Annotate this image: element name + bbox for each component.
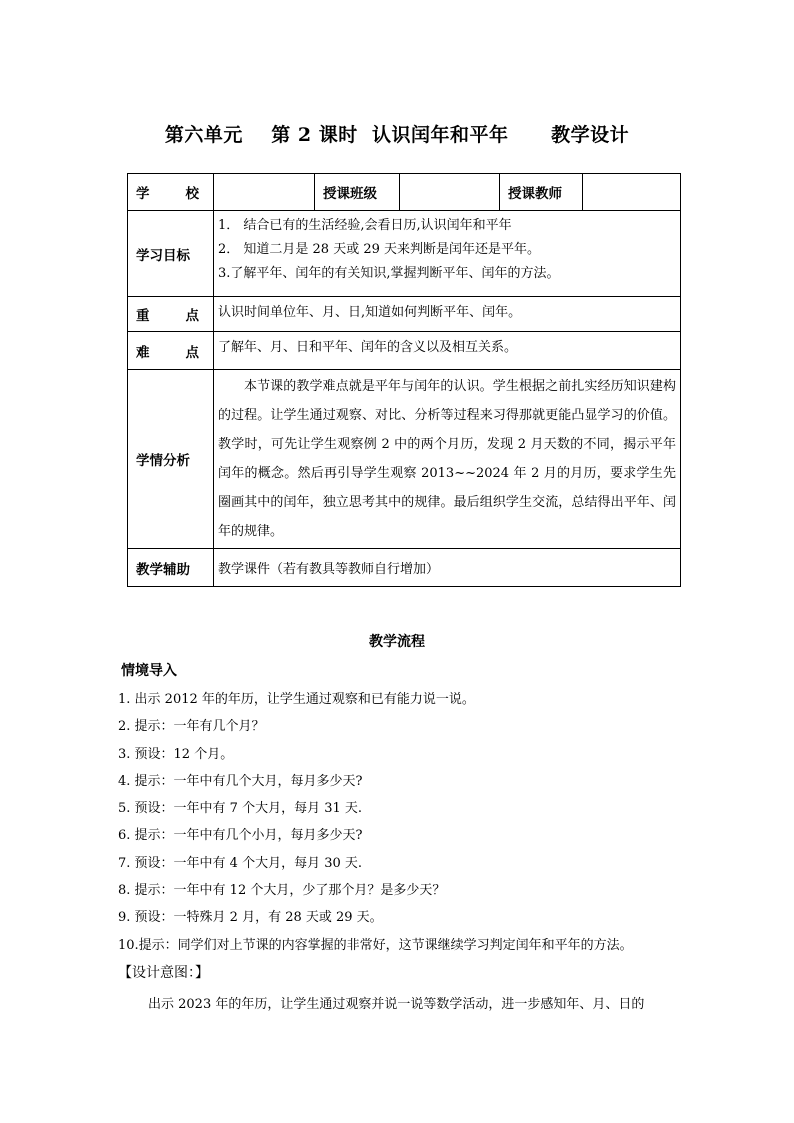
goal-item: 2． 知道二月是 28 天或 29 天来判断是闰年还是平年。 xyxy=(218,242,541,257)
aid-text: 教学课件（若有教具等教师自行增加） xyxy=(214,549,681,587)
aid-label: 教学辅助 xyxy=(128,549,214,587)
step-list xyxy=(118,686,688,959)
school-label: 学 校 xyxy=(128,174,214,211)
goal-label: 学习目标 xyxy=(128,211,214,297)
list-item: 1. 出示 2012 年的年历，让学生通过观察和已有能力说一说。 xyxy=(118,692,475,707)
design-intent-label: 【设计意图：】 xyxy=(118,965,209,981)
teacher-label: 授课教师 xyxy=(500,174,583,211)
list-item: 10.提示：同学们对上节课的内容掌握的非常好，这节课继续学习判定闰年和平年的方法。 xyxy=(118,937,633,953)
list-item: 9. 预设：一特殊月 2 月，有 28 天或 29 天。 xyxy=(118,910,383,926)
key-point-text: 认识时间单位年、月、日,知道如何判断平年、闰年。 xyxy=(214,297,681,332)
list-item: 7. 预设：一年中有 4 个大月，每月 30 天. xyxy=(118,855,363,871)
goal-item: 3.了解平年、闰年的有关知识,掌握判断平年、闰年的方法。 xyxy=(218,266,560,281)
class-label: 授课班级 xyxy=(315,174,400,211)
aid-row xyxy=(128,549,681,587)
goal-item: 1． 结合已有的生活经验,会看日历,认识闰年和平年 xyxy=(218,218,512,233)
lesson-info-table xyxy=(127,173,681,587)
list-item: 2. 提示：一年有几个月？ xyxy=(118,719,265,735)
flow-title: 教学流程 xyxy=(369,634,425,650)
school-value xyxy=(214,174,315,211)
list-item: 8. 提示：一年中有 12 个大月，少了那个月？是多少天？ xyxy=(118,883,446,899)
analysis-row xyxy=(128,370,681,549)
analysis-text: 本节课的教学难点就是平年与闰年的认识。学生根据之前扎实经历知识建构的过程。让学生通过观察、对比、分析等过程来习得那就更能凸显学习的价值。教学时，可先让学生观察例 2 中的两个月历，发现 2 月天数的不同，揭示平年闰年的概念。然后再引导学生观察 2013~~2024 年 2 月的月历，要求学生先圈画其中的闰年，独立思考其中的规律。最后组织学生交流，总结得出平年、闰年的规律。 xyxy=(214,370,681,549)
section-title: 情境导入 xyxy=(121,663,177,679)
school-row xyxy=(128,174,681,211)
difficulty-row xyxy=(128,332,681,370)
key-point-row xyxy=(128,297,681,332)
list-item: 6. 提示：一年中有几个小月，每月多少天? xyxy=(118,828,363,844)
goal-row xyxy=(128,211,681,297)
page-title: 第六单元 第 2 课时 认识闰年和平年 教学设计 xyxy=(164,124,630,146)
difficulty-text: 了解年、月、日和平年、闰年的含义以及相互关系。 xyxy=(214,332,681,370)
list-item: 3. 预设：12 个月。 xyxy=(118,746,234,762)
analysis-label: 学情分析 xyxy=(128,370,214,549)
difficulty-label: 难 点 xyxy=(128,332,214,370)
key-point-label: 重 点 xyxy=(128,297,214,332)
teacher-value xyxy=(583,174,681,211)
design-intent-text: 出示 2023 年的年历，让学生通过观察并说一说等数学活动，进一步感知年、月、日的 xyxy=(148,997,645,1012)
list-item: 4. 提示：一年中有几个大月，每月多少天? xyxy=(118,773,363,789)
list-item: 5. 预设：一年中有 7 个大月，每月 31 天. xyxy=(118,801,363,817)
goal-content xyxy=(214,211,681,297)
class-value xyxy=(400,174,500,211)
